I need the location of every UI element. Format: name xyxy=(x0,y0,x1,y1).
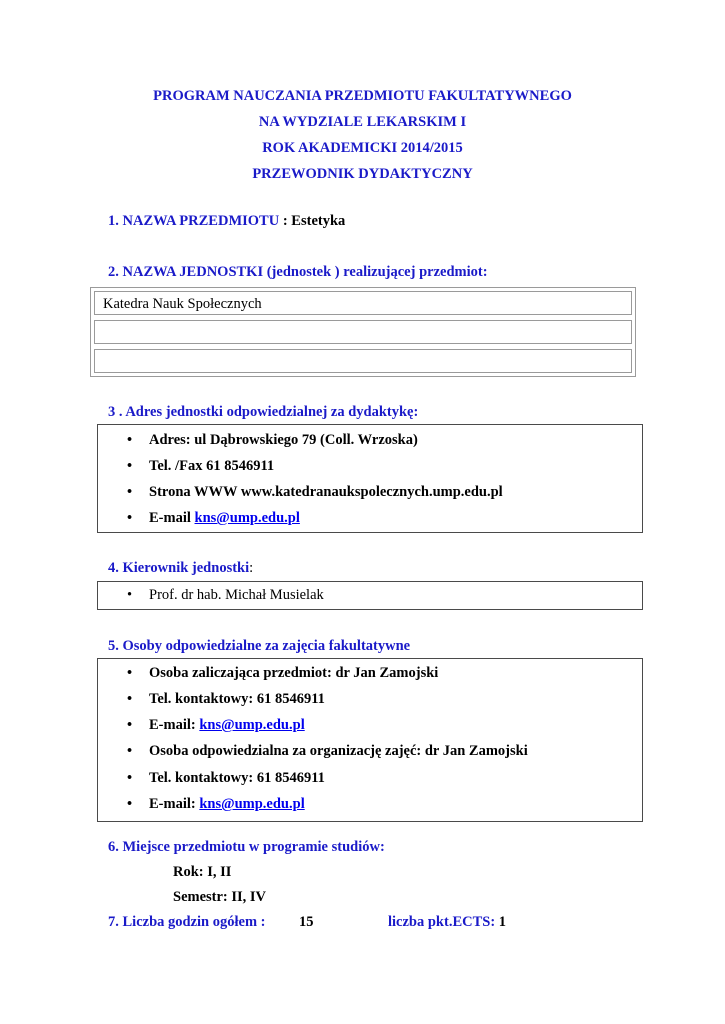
bullet-icon: • xyxy=(127,770,133,786)
email-label: E-mail: xyxy=(149,717,200,733)
section-3-heading: 3 . Adres jednostki odpowiedzialnej za dydaktykę: xyxy=(108,404,419,420)
ects-label: liczba pkt.ECTS: xyxy=(388,914,496,930)
section-1-value: Estetyka xyxy=(291,213,346,229)
unit-table-row-2 xyxy=(94,320,632,344)
address-box xyxy=(97,424,643,533)
document-title-line-4: PRZEWODNIK DYDAKTYCZNY xyxy=(252,166,473,182)
section-1-label: 1. NAZWA PRZEDMIOTU xyxy=(108,213,280,229)
unit-table xyxy=(90,287,636,377)
section-7-label: 7. Liczba godzin ogółem : xyxy=(108,914,266,930)
bullet-icon: • xyxy=(127,717,133,733)
bullet-icon: • xyxy=(127,665,133,681)
bullet-icon: • xyxy=(127,796,133,812)
bullet-icon: • xyxy=(127,743,133,759)
website-text: Strona WWW www.katedranaukspolecznych.ump.edu.pl xyxy=(149,484,503,500)
document-title-line-1: PROGRAM NAUCZANIA PRZEDMIOTU FAKULTATYWNEGO xyxy=(153,88,572,104)
section-4-label: 4. Kierownik jednostki xyxy=(108,560,250,576)
section-1-separator: : xyxy=(279,213,292,229)
section-1-heading xyxy=(108,213,345,230)
bullet-icon: • xyxy=(127,691,133,707)
email-link[interactable]: kns@ump.edu.pl xyxy=(199,796,305,812)
ects-value: 1 xyxy=(495,914,507,930)
phone-text: Tel. /Fax 61 8546911 xyxy=(149,458,275,474)
section-4-colon: : xyxy=(249,560,254,576)
phone-text: Tel. kontaktowy: 61 8546911 xyxy=(149,770,325,786)
section-5-heading: 5. Osoby odpowiedzialne za zajęcia fakultatywne xyxy=(108,638,411,654)
document-title-line-2: NA WYDZIALE LEKARSKIM I xyxy=(258,114,467,130)
address-text: Adres: ul Dąbrowskiego 79 (Coll. Wrzoska) xyxy=(149,432,418,448)
bullet-icon: • xyxy=(127,484,133,500)
unit-table-row-1: Katedra Nauk Społecznych xyxy=(94,291,632,315)
responsible-box xyxy=(97,658,643,822)
phone-text: Tel. kontaktowy: 61 8546911 xyxy=(149,691,325,707)
organizer-text: Osoba odpowiedzialna za organizację zajęć: dr Jan Zamojski xyxy=(149,743,528,759)
bullet-icon: • xyxy=(127,587,133,603)
document-title-line-3: ROK AKADEMICKI 2014/2015 xyxy=(262,140,463,156)
bullet-icon: • xyxy=(127,432,133,448)
section-2-heading: 2. NAZWA JEDNOSTKI (jednostek ) realizującej przedmiot: xyxy=(108,264,488,280)
head-box xyxy=(97,581,643,610)
examiner-text: Osoba zaliczająca przedmiot: dr Jan Zamojski xyxy=(149,665,439,681)
email-label: E-mail: xyxy=(149,796,200,812)
head-name: Prof. dr hab. Michał Musielak xyxy=(149,587,324,603)
ects-row xyxy=(388,914,506,931)
unit-table-row-3 xyxy=(94,349,632,373)
section-4-heading xyxy=(108,560,253,577)
bullet-icon: • xyxy=(127,458,133,474)
section-6-heading xyxy=(108,839,385,856)
email-link[interactable]: kns@ump.edu.pl xyxy=(199,717,305,733)
year-text: Rok: I, II xyxy=(173,864,232,880)
section-6-label: 6. Miejsce przedmiotu w programie studiów: xyxy=(108,839,385,855)
hours-value: 15 xyxy=(299,914,314,930)
email-label: E-mail xyxy=(149,510,195,526)
semester-text: Semestr: II, IV xyxy=(173,889,267,905)
bullet-icon: • xyxy=(127,510,133,526)
email-link[interactable]: kns@ump.edu.pl xyxy=(194,510,300,526)
